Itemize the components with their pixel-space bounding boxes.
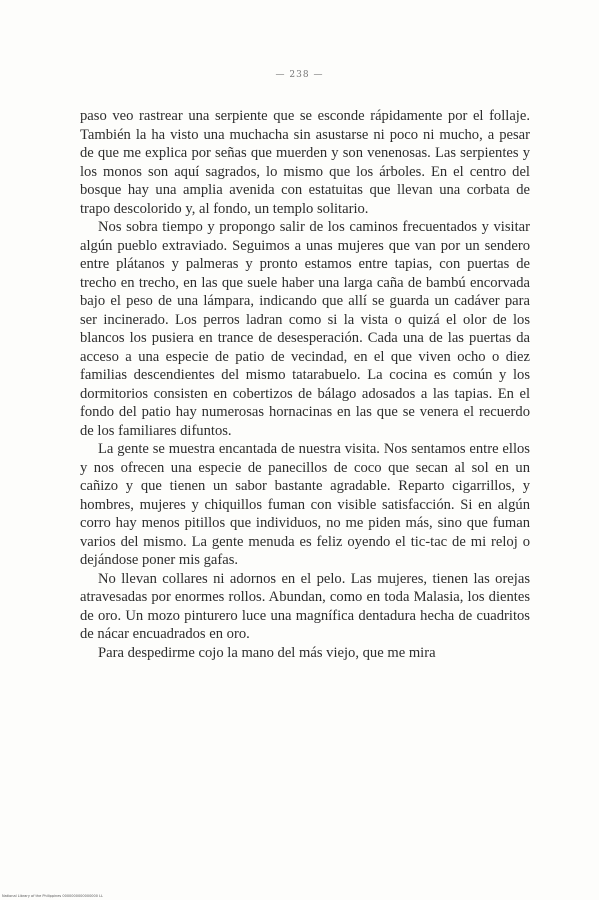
paragraph-3: La gente se muestra encantada de nuestra visita. Nos sentamos entre ellos y nos ofrecen una especie de panecillos de coco que secan al sol en un cañizo y que tienen un sabor bastante agradable. Reparto cigarrillos, y hombres, mujeres y chiquillos fuman con visible satisfacción. Si en algún corro hay menos pitillos que individuos, no me piden más, sino que fuman varios del mismo. La gente menuda es feliz oyendo el tic-tac de mi reloj o dejándose poner mis gafas. <box>80 441 530 568</box>
paragraph-2: Nos sobra tiempo y propongo salir de los caminos frecuentados y visitar algún pueblo extraviado. Seguimos a unas mujeres que van por un sendero entre plátanos y palmeras y pronto estamos entre tapias, con puertas de trecho en trecho, en las que suele haber una larga caña de bambú encorvada bajo el peso de una lámpara, indicando que allí se guarda un cadáver para ser incinerado. Los perros ladran como si la vista o quizá el olor de los blancos los pusiera en trance de desesperación. Cada una de las puertas da acceso a una especie de patio de vecindad, en el que viven ocho o diez familias descendientes del mismo tatarabuelo. La cocina es común y los dormitorios consisten en cobertizos de bálago adosados a las tapias. En el fondo del patio hay numerosas hornacinas en las que se venera el recuerdo de los familiares difuntos. <box>80 219 530 439</box>
page-number: — 238 — <box>275 70 324 80</box>
library-stamp: National Library of the Philippines 0000000000000000 LL <box>2 894 104 898</box>
body-text <box>80 107 530 662</box>
paragraph-4: No llevan collares ni adornos en el pelo. Las mujeres, tienen las orejas atravesadas por enormes rollos. Abundan, como en toda Malasia, los dientes de oro. Un mozo pinturero luce una magnífica dentadura hecha de cuadritos de nácar encuadrados en oro. <box>80 570 530 642</box>
paragraph-5: Para despedirme cojo la mano del más viejo, que me mira <box>98 644 436 661</box>
paragraph-1: paso veo rastrear una serpiente que se esconde rápidamente por el follaje. También la ha visto una muchacha sin asustarse ni poco ni mucho, a pesar de que me explica por señas que muerden y son venenosas. Las serpientes y los monos son aquí sagrados, lo mismo que los árboles. En el centro del bosque hay una amplia avenida con estatuitas que llevan una corbata de trapo descolorido y, al fondo, un templo solitario. <box>80 108 530 217</box>
